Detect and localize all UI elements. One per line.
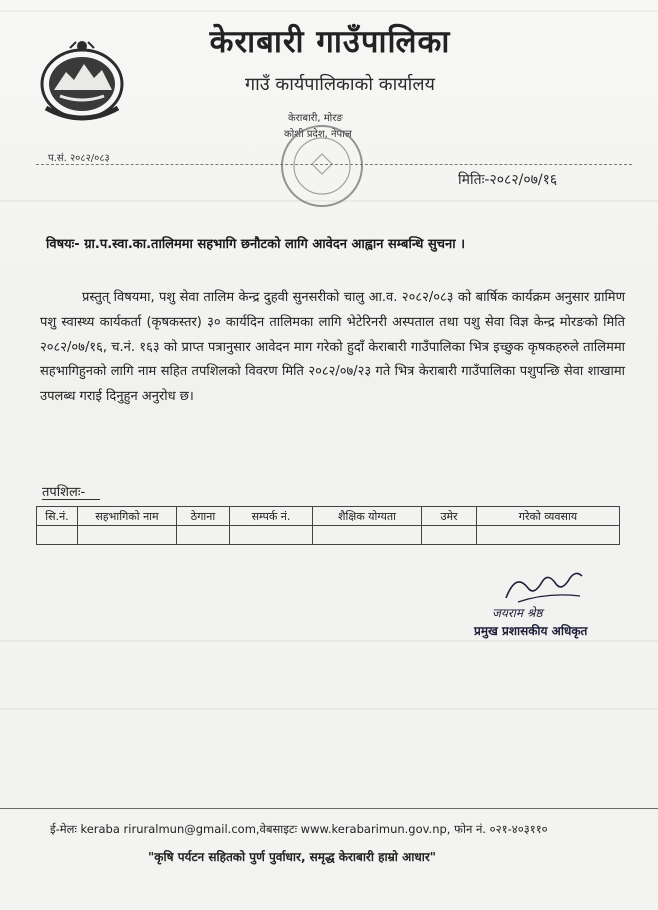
column-header-age: उमेर: [422, 507, 477, 526]
subject-text: ग्रा.प.स्वा.का.तालिममा सहभागि छनौटको लागि आवेदन आह्वान सम्बन्धि सुचना ।: [84, 237, 466, 252]
subject-label: विषयः-: [46, 237, 80, 252]
paper-fold: [0, 10, 658, 12]
details-label-underline: [42, 499, 100, 500]
reference-number: प.सं. २०८२/०८३: [48, 153, 110, 164]
column-header-name: सहभागिको नाम: [78, 507, 177, 526]
table-cell: [177, 526, 230, 545]
table-cell: [422, 526, 477, 545]
footer-divider: [0, 808, 658, 809]
applicant-details-table: [36, 506, 620, 545]
address-line-1: केराबारी, मोरङ: [288, 113, 343, 124]
column-header-address: ठेगाना: [177, 507, 230, 526]
column-header-contact: सम्पर्क नं.: [230, 507, 313, 526]
details-label: तपशिलः-: [42, 485, 86, 500]
org-name: केराबारी गाउँपालिका: [209, 24, 451, 60]
office-stamp: [276, 120, 368, 212]
table-cell: [313, 526, 422, 545]
footer-slogan: "कृषि पर्यटन सहितको पुर्ण पुर्वाधार, समृद्ध केराबारी हाम्रो आधार": [148, 850, 436, 864]
footer-contact: ई-मेलः keraba riruralmun@gmail.com,वेबसाइटः www.kerabarimun.gov.np, फोन नं. ०२१-४०३११०: [50, 822, 548, 836]
paper-fold: [0, 708, 658, 710]
table-row: [37, 526, 620, 545]
column-header-serial: सि.नं.: [37, 507, 78, 526]
column-header-qualification: शैक्षिक योग्यता: [313, 507, 422, 526]
body-paragraph: प्रस्तुत् विषयमा, पशु सेवा तालिम केन्द्र दुहवी सुनसरीको चालु आ.व. २०८२/०८३ को बार्षिक कार्यक्रम अनुसार ग्रामिण पशु स्वास्थ्य कार्यकर्ता (कृषकस्तर) ३० कार्यदिन तालिमका लागि भेटेरिनरी अस्पताल तथा पशु सेवा विज्ञ केन्द्र मोरङको मिति २०८२/०७/१६, च.नं. १६३ को प्राप्त पत्रानुसार आवेदन माग गरेको हुदाँ केराबारी गाउँपालिका भित्र इच्छुक कृषकहरुले तालिममा सहभागिहुनको लागि नाम सहित तपशिलको विवरण मिति २०८२/०७/२३ गते भित्र केराबारी गाउँपालिका पशुपन्छि सेवा शाखामा उपलब्ध गराई दिनुहुन अनुरोध छ।: [40, 290, 625, 405]
subject-line: [46, 234, 465, 252]
table-header-row: [37, 507, 620, 526]
column-header-occupation: गरेको व्यवसाय: [477, 507, 620, 526]
table-cell: [477, 526, 620, 545]
address-line-2: कोशी प्रदेश, नेपाल: [284, 129, 352, 140]
table-cell: [230, 526, 313, 545]
office-name: गाउँ कार्यपालिकाको कार्यालय: [245, 74, 435, 95]
handwritten-signature: [498, 562, 588, 610]
table-cell: [78, 526, 177, 545]
header-divider: [36, 164, 632, 165]
nepal-government-emblem-icon: [36, 38, 128, 122]
letter-date: मितिः-२०८२/०७/१६: [458, 172, 558, 188]
signatory-title: प्रमुख प्रशासकीय अधिकृत: [474, 624, 588, 638]
paper-fold: [0, 640, 658, 642]
signatory-name: जयराम श्रेष्ठ: [492, 606, 543, 620]
table-cell: [37, 526, 78, 545]
